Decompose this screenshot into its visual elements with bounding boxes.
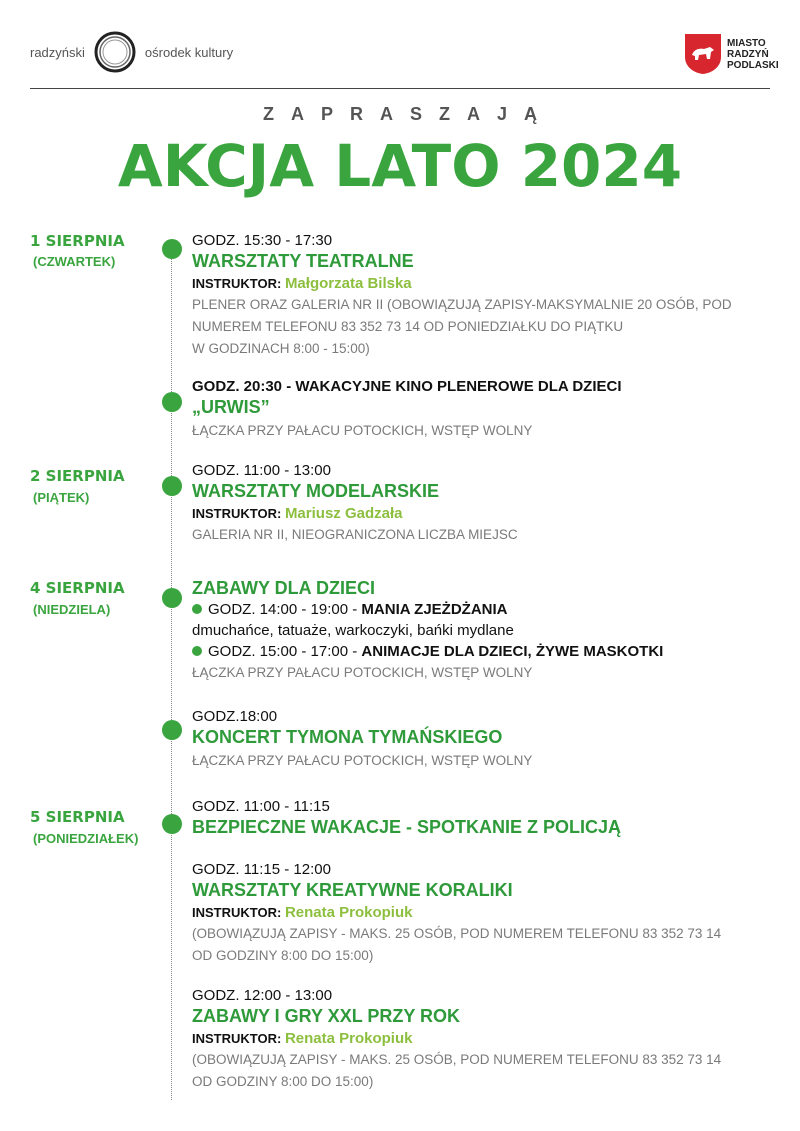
date-3: 4 SIERPNIA [30,579,125,597]
bullet-icon [192,604,202,614]
event-bullet-2: GODZ. 15:00 - 17:00 - ANIMACJE DLA DZIECI, ŻYWE MASKOTKI [192,643,782,660]
event-time: GODZ. 12:00 - 13:00 [192,987,333,1004]
event-note: GALERIA NR II, NIEOGRANICZONA LICZBA MIEJSC [192,527,518,542]
event-title: WARSZTATY KREATYWNE KORALIKI [192,880,513,900]
date-2: 2 SIERPNIA [30,467,125,485]
event-beads [192,861,782,967]
event-instructor: INSTRUKTOR: Małgorzata Bilska [192,275,412,292]
event-title: KONCERT TYMONA TYMAŃSKIEGO [192,727,503,747]
event-time: GODZ. 15:30 - 17:30 [192,232,333,249]
event-note: PLENER ORAZ GALERIA NR II (OBOWIĄZUJĄ ZAPISY-MAKSYMALNIE 20 OSÓB, POD NUMEREM TELEFONU 83 352 73 14 OD PONIEDZIAŁKU DO PIĄTKU W GODZINACH 8:00 - 15:00) [192,297,732,356]
invite-heading: ZAPRASZAJĄ [262,104,554,124]
event-title: ZABAWY DLA DZIECI [192,578,375,598]
event-title: ZABAWY I GRY XXL PRZY ROK [192,1006,461,1026]
event-time: GODZ. 11:15 - 12:00 [192,861,331,878]
bullet-icon [192,646,202,656]
weekday-2: (PIĄTEK) [33,490,90,505]
org-name-left: radzyński [30,44,85,60]
timeline-dot [162,814,182,834]
event-time: GODZ. 11:00 - 13:00 [192,462,331,479]
weekday-4: (PONIEDZIAŁEK) [33,831,139,846]
date-4: 5 SIERPNIA [30,808,125,826]
weekday-3: (NIEDZIELA) [33,602,111,617]
event-note: ŁĄCZKA PRZY PAŁACU POTOCKICH, WSTĘP WOLNY [192,753,533,768]
event-note: (OBOWIĄZUJĄ ZAPISY - MAKS. 25 OSÓB, POD NUMEREM TELEFONU 83 352 73 14 OD GODZINY 8:00 DO 15:00) [192,1052,722,1089]
org-logo [30,28,233,76]
event-concert [192,708,782,772]
timeline-line [171,248,172,1100]
event-time: GODZ. 20:30 - WAKACYJNE KINO PLENEROWE DLA DZIECI [192,378,622,395]
weekday-1: (CZWARTEK) [33,254,116,269]
timeline-dot [162,720,182,740]
city-logo [684,33,779,75]
event-title: BEZPIECZNE WAKACJE - SPOTKANIE Z POLICJĄ [192,817,622,837]
timeline-dot [162,239,182,259]
event-note: (OBOWIĄZUJĄ ZAPISY - MAKS. 25 OSÓB, POD NUMEREM TELEFONU 83 352 73 14 OD GODZINY 8:00 DO 15:00) [192,926,722,963]
event-title: WARSZTATY TEATRALNE [192,251,414,271]
event-kids-games [192,578,782,684]
event-cinema [192,378,782,442]
org-name-right: ośrodek kultury [144,44,234,60]
timeline-dot [162,588,182,608]
event-bullet-1-desc: dmuchańce, tatuaże, warkoczyki, bańki mydlane [192,622,514,639]
event-xxl-games [192,987,782,1093]
event-instructor: INSTRUKTOR: Renata Prokopiuk [192,904,413,921]
date-1: 1 SIERPNIA [30,232,125,250]
event-title: „URWIS” [192,397,270,417]
header-divider [30,88,770,89]
event-instructor: INSTRUKTOR: Renata Prokopiuk [192,1030,413,1047]
timeline-dot [162,392,182,412]
event-police [192,798,782,838]
event-time: GODZ. 11:00 - 11:15 [192,798,330,815]
page-title: AKCJA LATO 2024 [117,132,683,200]
event-note: ŁĄCZKA PRZY PAŁACU POTOCKICH, WSTĘP WOLNY [192,665,533,680]
ring-logo-icon [93,30,137,74]
timeline-dot [162,476,182,496]
event-note: ŁĄCZKA PRZY PAŁACU POTOCKICH, WSTĘP WOLNY [192,423,533,438]
event-time: GODZ.18:00 [192,708,278,725]
event-modelling [192,462,782,546]
event-theatre [192,232,782,360]
city-name: MIASTO RADZYŃ PODLASKI [727,37,779,71]
city-crest-icon [684,33,722,75]
event-title: WARSZTATY MODELARSKIE [192,481,439,501]
event-instructor: INSTRUKTOR: Mariusz Gadzała [192,505,403,522]
event-bullet-1: GODZ. 14:00 - 19:00 - MANIA ZJEŻDŻANIA [192,601,782,618]
